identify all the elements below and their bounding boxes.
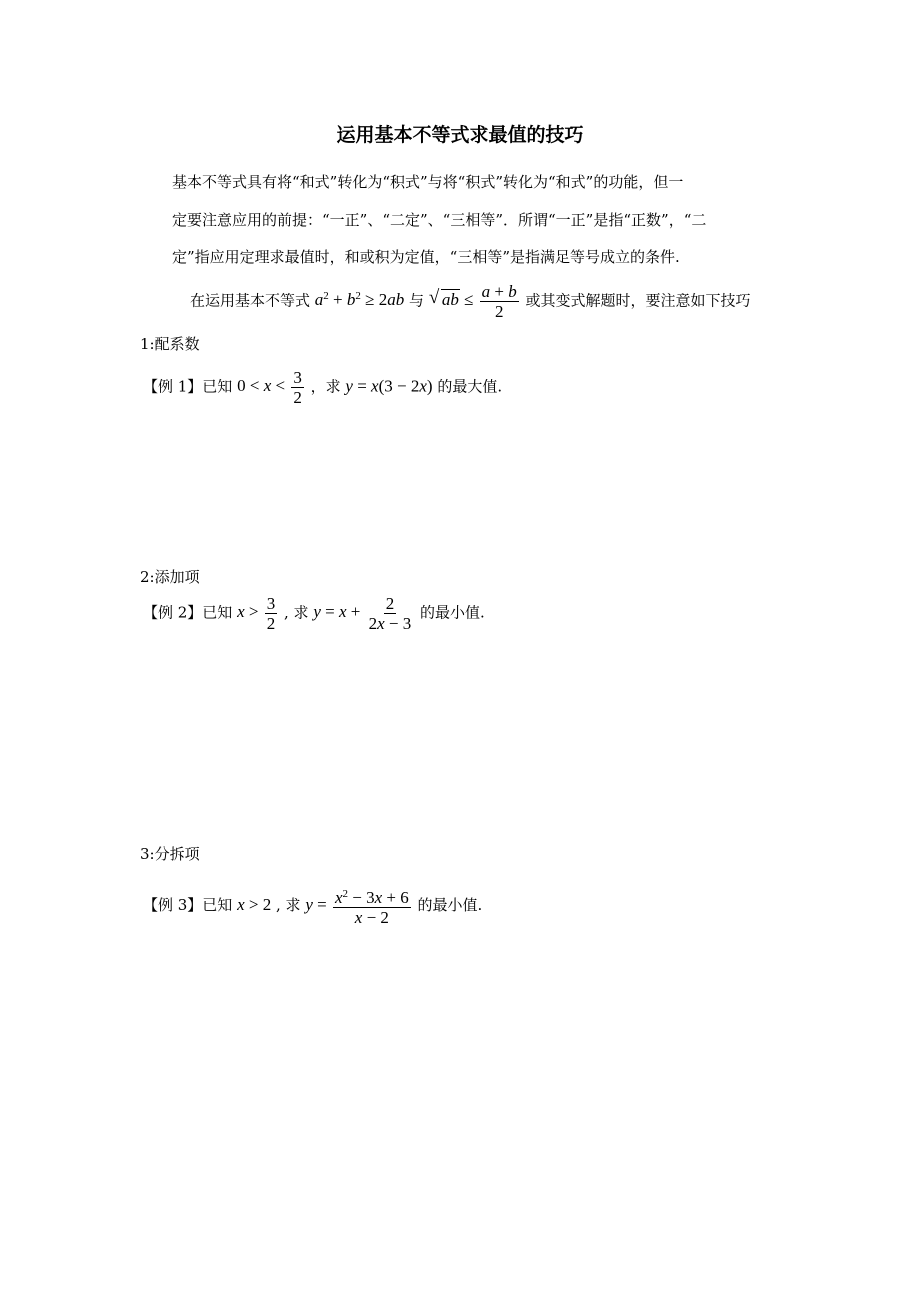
section-heading-2: 2:添加项 xyxy=(140,568,200,586)
example-1-label: 【例 1】已知 xyxy=(143,377,233,396)
intro-line-3: 定”指应用定理求最值时，和或积为定值，“三相等”是指满足等号成立的条件. xyxy=(172,248,680,266)
example-2-ask: , 求 xyxy=(284,603,309,622)
intro-line-2: 定要注意应用的前提：“一正”、“二定”、“三相等”．所谓“一正”是指“正数”，“二 xyxy=(172,211,707,229)
example-1 xyxy=(143,368,502,407)
example-2-function: y = x + $\frac{2}{2x - 3}$ xyxy=(313,594,412,633)
techniques-line xyxy=(190,282,751,321)
section-heading-3: 3:分拆项 xyxy=(140,845,200,863)
example-3-label: 【例 3】已知 xyxy=(143,895,233,914)
inequality-squares: $a^2 + b^2 \ge 2ab$ xyxy=(314,290,405,310)
example-1-condition: 0 < x < $\frac{3}{2}$ xyxy=(237,368,302,407)
example-3-function: y = $\frac{x^2 - 3x + 6}{x - 2}$ xyxy=(305,895,412,914)
example-2-label: 【例 2】已知 xyxy=(143,603,233,622)
example-3-goal: 的最小值. xyxy=(417,895,483,914)
page-title: 运用基本不等式求最值的技巧 xyxy=(336,124,584,146)
example-1-function: y = x(3 − 2x) xyxy=(345,376,433,396)
example-3 xyxy=(143,885,482,927)
section-heading-1: 1:配系数 xyxy=(140,335,200,353)
example-1-goal: 的最大值. xyxy=(437,377,503,396)
example-2 xyxy=(143,594,485,633)
techniques-suffix: 或其变式解题时，要注意如下技巧 xyxy=(525,291,751,310)
techniques-prefix: 在运用基本不等式 xyxy=(190,291,311,310)
example-2-condition: x > $\frac{3}{2}$ xyxy=(237,594,276,633)
intro-line-1: 基本不等式具有将“和式”转化为“积式”与将“积式”转化为“和式”的功能，但一 xyxy=(172,173,684,191)
example-3-ask: , 求 xyxy=(276,895,301,914)
techniques-connector: 与 xyxy=(409,291,425,310)
example-1-ask: ，求 xyxy=(310,377,341,396)
inequality-am-gm: √ ab ≤ $\frac{a + b}{2}$ xyxy=(428,282,517,321)
example-2-goal: 的最小值. xyxy=(420,603,485,622)
example-3-condition: x > 2 xyxy=(237,894,272,914)
